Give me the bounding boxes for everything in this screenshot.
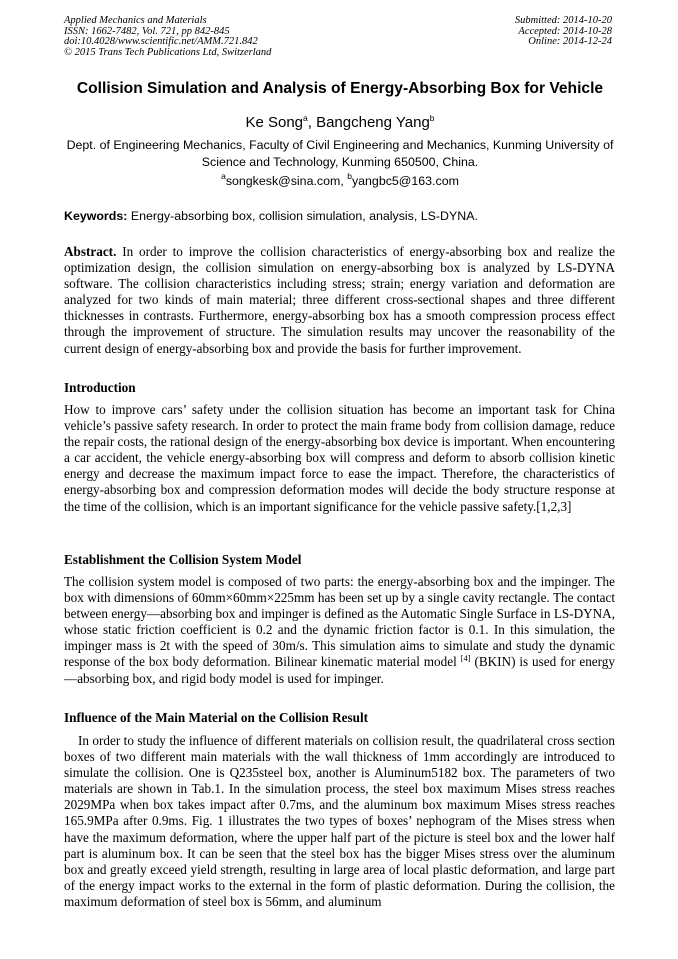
paragraph-text: (BKIN) is used for energy—absorbing box, and rigid body model is used for impinger.: [64, 654, 615, 686]
author-emails: [60, 171, 620, 188]
journal-name: Applied Mechanics and Materials: [64, 15, 207, 26]
author-name: Ke Song: [245, 114, 303, 131]
author-affil-mark: a: [303, 113, 308, 123]
keywords: [64, 209, 624, 223]
section-paragraph: In order to study the influence of different materials on collision result, the quadrilateral cross section boxes of two different main materials with the wall thickness of 1mm accordingly are introduced to simulate the collision. One is Q235steel box, another is Aluminum5182 box. The parameters of two materials are shown in Tab.1. In the simulation process, the steel box maximum Mises stress reaches 2029MPa when box takes impact after 0.7ms, and the aluminum box maximum Mises stress reaches 165.9MPa after 0.9ms. Fig. 1 illustrates the two types of boxes’ nephogram of the Mises stress when have the maximum deformation, where the upper half part of the picture is steel box and the lower half part is aluminum box. It can be seen that the steel box has the bigger Mises stress over the aluminum box and greatly exceed yield strength, resulting in large area of local plastic deformation, and large part of the energy impact works to the external in the form of plastic deformation. During the collision, the maximum deformation of steel box is 56mm, and aluminum: [64, 733, 615, 909]
online-date: Online: 2014-12-24: [528, 36, 612, 48]
section-heading: Introduction: [64, 380, 136, 395]
section-paragraph: [64, 574, 615, 687]
paper-title: Collision Simulation and Analysis of Energy-Absorbing Box for Vehicle: [76, 80, 604, 97]
accepted-date: Accepted: 2014-10-28: [518, 25, 612, 37]
dates-info: [515, 16, 612, 48]
email-separator: ,: [340, 174, 348, 188]
section-heading: Establishment the Collision System Model: [64, 552, 302, 567]
abstract-label: Abstract.: [64, 244, 117, 259]
abstract: [64, 244, 615, 357]
author-affil-mark: b: [429, 113, 435, 123]
submitted-date: Submitted: 2014-10-20: [514, 15, 612, 26]
citation-ref: [4]: [460, 653, 471, 664]
section-paragraph: How to improve cars’ safety under the collision situation has become an important task for China vehicle’s passive safety research. In order to protect the main frame body from collision damage, reduce the repair costs, the rational design of the energy-absorbing box device is important. When encountering a car accident, the vehicle energy-absorbing box will compress and deform to absorb collision kinetic energy and decrease the maximum impact force to ease the impact. Therefore, the characteristics of energy-absorbing box and compression deformation modes will decide the body structure response at the time of the collision, which is an important significance for the vehicle passive safety.[1,2,3]: [64, 402, 615, 514]
doi-line: doi:10.4028/www.scientific.net/AMM.721.842: [64, 36, 258, 48]
journal-info: [64, 16, 271, 59]
keywords-label: Keywords:: [64, 209, 128, 223]
author-separator: ,: [307, 114, 317, 131]
section-heading: Influence of the Main Material on the Collision Result: [64, 710, 369, 725]
email-link[interactable]: songkesk@sina.com: [225, 174, 341, 188]
email-mark: a: [221, 171, 226, 181]
email-mark: b: [347, 171, 352, 181]
abstract-text: In order to improve the collision characteristics of energy-absorbing box and realize the optimization design, the collision simulation on energy-absorbing box is analyzed by LS-DYNA software. The collision characteristics including stress; strain; energy variation and deformation are analyzed for two kinds of main material; three different cross-sectional shapes and three different thicknesses in contrasts. Furthermore, energy-absorbing box has a smooth compression process effect through the improvement of structure. The simulation results may uncover the reasonability of the current design of energy-absorbing box and provide the basis for further improvement.: [64, 244, 615, 356]
author-name: Bangcheng Yang: [316, 114, 430, 131]
issn-line: ISSN: 1662-7482, Vol. 721, pp 842-845: [64, 25, 230, 37]
email-link[interactable]: yangbc5@163.com: [351, 174, 459, 188]
author-list: [40, 114, 640, 131]
copyright-line: © 2015 Trans Tech Publications Ltd, Switzerland: [64, 47, 272, 59]
affiliation: Dept. of Engineering Mechanics, Faculty of Civil Engineering and Mechanics, Kunming University of Science and Technology, Kunming 650500, China.: [66, 138, 614, 169]
keywords-text: Energy-absorbing box, collision simulation, analysis, LS-DYNA.: [130, 209, 478, 223]
paragraph-text: The collision system model is composed of two parts: the energy-absorbing box and the impinger. The box with dimensions of 60mm×60mm×225mm has been set up by a single cavity rectangle. The contact between energy—absorbing box and impinger is defined as the Automatic Single Surface in LS-DYNA, whose static friction coefficient is 0.2 and the dynamic friction factor is 0.1. In this simulation, the impinger mass is 2t with the speed of 30m/s. This simulation aims to simulate and study the dynamic response of the box body deformation. Bilinear kinematic material model: [64, 574, 615, 670]
